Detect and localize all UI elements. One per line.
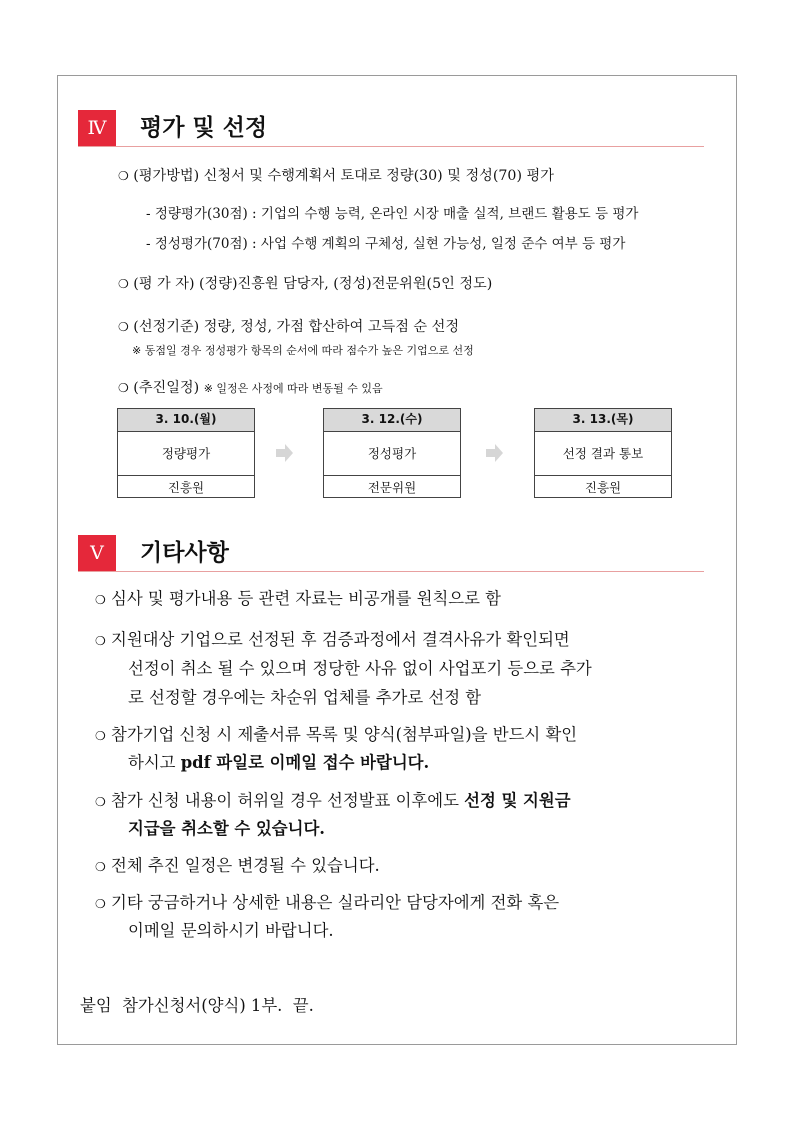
etc-item-4-line-2: 지급을 취소할 수 있습니다.	[128, 819, 325, 838]
schedule-step-3	[534, 408, 672, 498]
etc-item-2	[95, 626, 570, 650]
section-4-title: 평가 및 선정	[140, 115, 268, 141]
etc-item-1	[95, 585, 501, 609]
step-task: 선정 결과 통보	[535, 432, 671, 476]
etc-item-2-line-2: 선정이 취소 될 수 있으며 정당한 사유 없이 사업포기 등으로 추가	[128, 659, 592, 678]
etc-item-2-line-3: 로 선정할 경우에는 차순위 업체를 추가로 선정 함	[128, 688, 482, 707]
bullet-icon: ❍	[95, 729, 106, 743]
etc-item-3-plain: 하시고	[128, 753, 181, 772]
etc-item-3	[95, 721, 577, 745]
section-4-header	[78, 110, 704, 148]
qualitative-sub: - 정성평가(70점) : 사업 수행 계획의 구체성, 실현 가능성, 일정 준수 여부 등 평가	[146, 236, 626, 252]
attachment-line: 붙임 참가신청서(양식) 1부. 끝.	[80, 996, 314, 1015]
step-date: 3. 13.(목)	[535, 409, 671, 432]
schedule-step-2	[323, 408, 461, 498]
evaluation-method-text: (평가방법) 신청서 및 수행계획서 토대로 정량(30) 및 정성(70) 평가	[133, 168, 554, 184]
etc-item-4-plain: 참가 신청 내용이 허위일 경우 선정발표 이후에도	[110, 791, 465, 810]
section-5-badge: Ⅴ	[78, 535, 116, 571]
bullet-icon: ❍	[95, 860, 106, 874]
section-4-badge: Ⅳ	[78, 110, 116, 146]
etc-item-3-line-1: 참가기업 신청 시 제출서류 목록 및 양식(첨부파일)을 반드시 확인	[110, 725, 578, 744]
selection-criteria-text: (선정기준) 정량, 정성, 가점 합산하여 고득점 순 선정	[133, 319, 460, 335]
section-5-title: 기타사항	[140, 540, 229, 566]
bullet-icon: ❍	[118, 320, 129, 334]
step-task: 정성평가	[324, 432, 460, 476]
etc-item-6-line-2: 이메일 문의하시기 바랍니다.	[128, 921, 334, 940]
bullet-icon: ❍	[95, 593, 106, 607]
evaluator-text: (평 가 자) (정량)진흥원 담당자, (정성)전문위원(5인 정도)	[133, 276, 493, 292]
etc-item-4-bold: 선정 및 지원금	[464, 791, 571, 810]
step-task: 정량평가	[118, 432, 254, 476]
schedule-note: ※ 일정은 사정에 따라 변동될 수 있음	[203, 382, 383, 395]
evaluator	[118, 273, 492, 293]
bullet-icon: ❍	[95, 634, 106, 648]
quantitative-sub: - 정량평가(30점) : 기업의 수행 능력, 온라인 시장 매출 실적, 브랜드 활용도 등 평가	[146, 206, 639, 222]
etc-item-3-line-2	[128, 749, 429, 773]
criteria-note: ※ 동점일 경우 정성평가 항목의 순서에 따라 점수가 높은 기업으로 선정	[132, 344, 474, 357]
etc-item-1-text: 심사 및 평가내용 등 관련 자료는 비공개를 원칙으로 함	[110, 589, 501, 608]
schedule-step-1	[117, 408, 255, 498]
step-date: 3. 12.(수)	[324, 409, 460, 432]
step-owner: 진흥원	[167, 480, 205, 495]
step-owner: 전문위원	[367, 480, 417, 495]
section-5-divider	[78, 571, 704, 572]
etc-item-4	[95, 787, 571, 811]
bullet-icon: ❍	[95, 795, 106, 809]
arrow-right-icon	[486, 443, 504, 463]
etc-item-2-line-1: 지원대상 기업으로 선정된 후 검증과정에서 결격사유가 확인되면	[110, 630, 570, 649]
step-date: 3. 10.(월)	[118, 409, 254, 432]
bullet-icon: ❍	[95, 897, 106, 911]
selection-criteria	[118, 316, 459, 336]
schedule-label: (추진일정)	[133, 380, 200, 396]
evaluation-method	[118, 165, 554, 185]
bullet-icon: ❍	[118, 277, 129, 291]
arrow-right-icon	[276, 443, 294, 463]
bullet-icon: ❍	[118, 169, 129, 183]
etc-item-5-text: 전체 추진 일정은 변경될 수 있습니다.	[110, 856, 380, 875]
section-4-divider	[78, 146, 704, 147]
section-5-header	[78, 535, 704, 573]
etc-item-6	[95, 889, 559, 913]
etc-item-5	[95, 852, 380, 876]
step-owner: 진흥원	[584, 480, 622, 495]
etc-item-6-line-1: 기타 궁금하거나 상세한 내용은 실라리안 담당자에게 전화 혹은	[110, 893, 560, 912]
etc-item-3-bold: pdf 파일로 이메일 접수 바랍니다.	[180, 753, 430, 772]
bullet-icon: ❍	[118, 381, 129, 395]
schedule-heading	[118, 377, 383, 397]
